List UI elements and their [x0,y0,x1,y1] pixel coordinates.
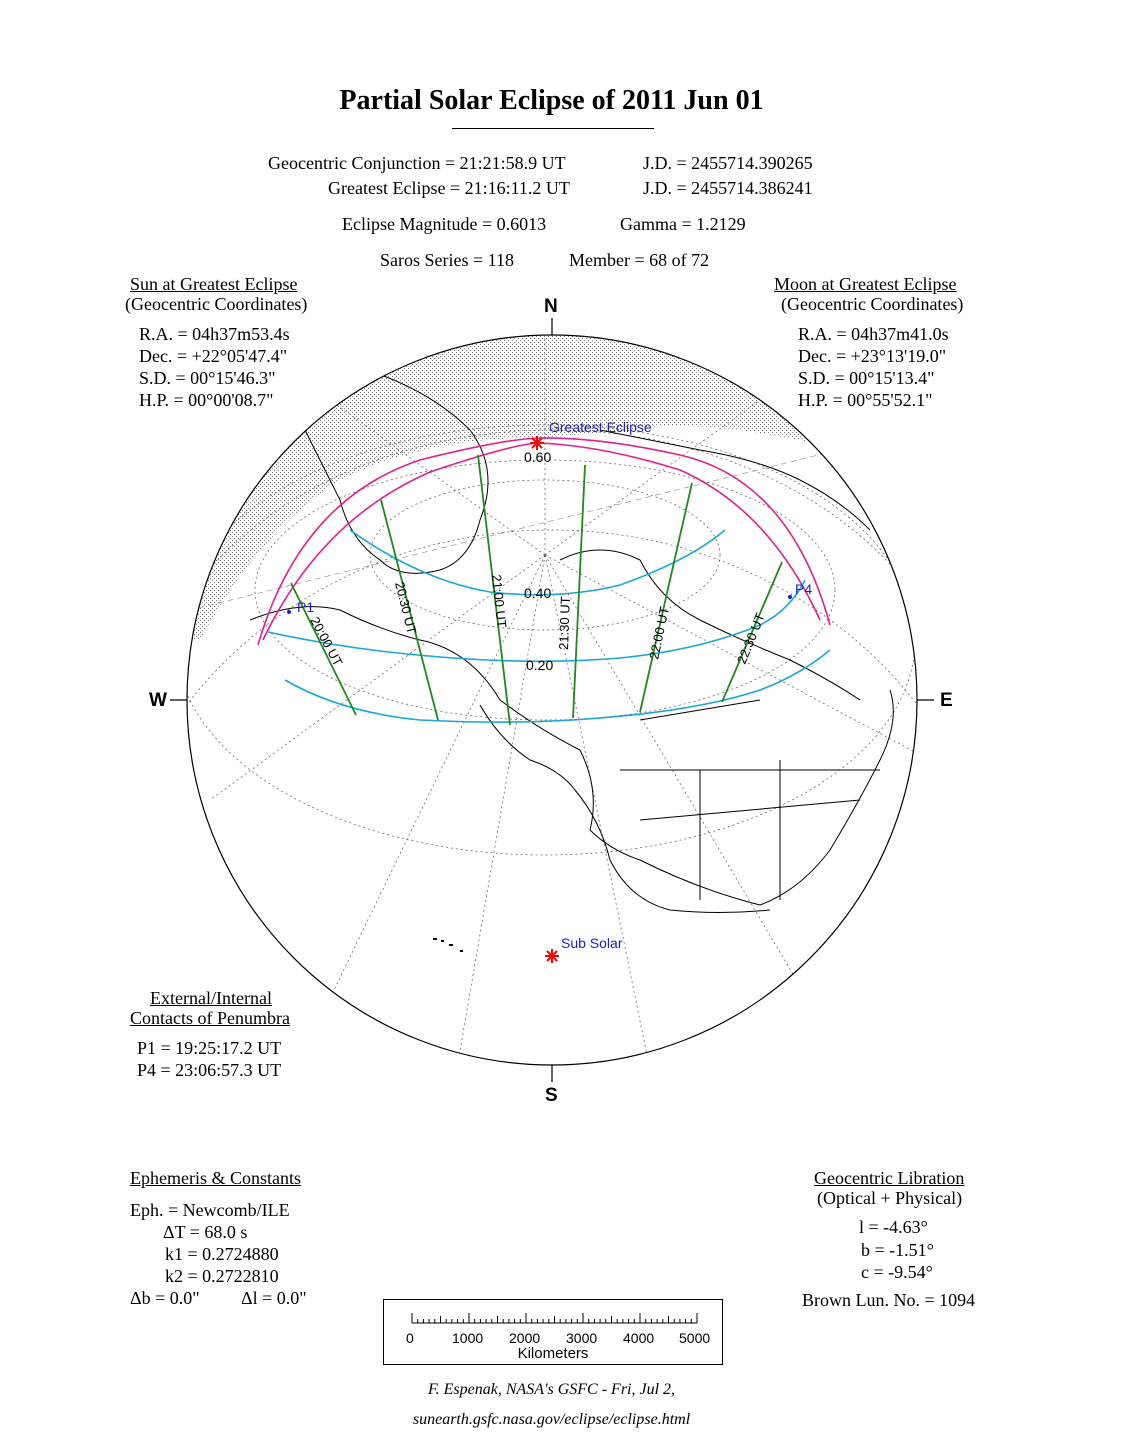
scale-tick-5000: 5000 [679,1330,711,1346]
magnitude-curves [268,530,830,722]
magnitude-020-label: 0.20 [526,657,554,673]
compass-north: N [544,296,558,317]
contact-p1: P1 = 19:25:17.2 UT [137,1038,282,1058]
contact-p4: P4 = 23:06:57.3 UT [137,1060,282,1080]
p4-point [788,595,792,599]
ephemeris-k1: k1 = 0.2724880 [165,1244,279,1264]
conjunction-time: Geocentric Conjunction = 21:21:58.9 UT [268,153,566,173]
sun-heading: Sun at Greatest Eclipse [130,274,298,294]
libration-l: l = -4.63° [859,1217,928,1237]
p1-label: P1 [297,599,315,615]
ephemeris-eph: Eph. = Newcomb/ILE [130,1200,290,1220]
sun-ra: R.A. = 04h37m53.4s [139,324,290,344]
ephemeris-delta-t: ΔT = 68.0 s [163,1222,248,1242]
subsolar-marker [545,949,559,963]
compass-south: S [545,1085,558,1106]
moon-sd: S.D. = 00°15'13.4" [798,368,935,388]
libration-heading: Geocentric Libration [814,1168,965,1188]
contacts-heading-2: Contacts of Penumbra [130,1008,290,1028]
magnitude-060-label: 0.60 [524,449,552,465]
scale-unit: Kilometers [517,1345,589,1362]
ephemeris-heading: Ephemeris & Constants [130,1168,301,1188]
time-label-2030: 20:30 UT [392,580,420,636]
saros-member: Member = 68 of 72 [569,250,710,270]
night-region [150,330,960,640]
ephemeris-k2: k2 = 0.2722810 [165,1266,279,1286]
credit-author: F. Espenak, NASA's GSFC - Fri, Jul 2, [427,1381,676,1398]
saros-series: Saros Series = 118 [380,250,514,270]
ephemeris-delta-b: Δb = 0.0" [130,1288,200,1308]
time-label-2200: 22:00 UT [646,605,673,661]
sun-dec: Dec. = +22°05'47.4" [139,346,288,366]
ephemeris-delta-l: Δl = 0.0" [241,1288,307,1308]
sun-hp: H.P. = 00°00'08.7" [139,390,274,410]
moon-hp: H.P. = 00°55'52.1" [798,390,933,410]
greatest-time: Greatest Eclipse = 21:16:11.2 UT [328,178,570,198]
compass-west: W [149,690,167,711]
scale-tick-1000: 1000 [452,1330,484,1346]
time-label-2230: 22:30 UT [733,610,768,667]
sun-subheading: (Geocentric Coordinates) [125,294,308,314]
libration-c: c = -9.54° [861,1262,933,1282]
time-label-2100: 21:00 UT [489,573,510,629]
eclipse-magnitude: Eclipse Magnitude = 0.6013 [342,214,547,234]
scale-tick-0: 0 [406,1330,414,1346]
scale-tick-4000: 4000 [623,1330,655,1346]
time-label-2000: 20:00 UT [307,614,346,669]
subsolar-label: Sub Solar [561,935,623,951]
gamma: Gamma = 1.2129 [620,214,746,234]
contacts-heading-1: External/Internal [150,988,272,1008]
scale-tick-3000: 3000 [566,1330,598,1346]
greatest-jd: J.D. = 2455714.386241 [643,178,813,198]
moon-subheading: (Geocentric Coordinates) [781,294,964,314]
moon-dec: Dec. = +23°13'19.0" [798,346,947,366]
compass-east: E [940,690,953,711]
greatest-eclipse-label: Greatest Eclipse [549,419,652,435]
p4-label: P4 [795,581,813,597]
page-title: Partial Solar Eclipse of 2011 Jun 01 [339,85,764,116]
moon-ra: R.A. = 04h37m41.0s [798,324,949,344]
p1-point [287,610,291,614]
brown-lunation-number: Brown Lun. No. = 1094 [802,1290,976,1310]
moon-heading: Moon at Greatest Eclipse [774,274,957,294]
libration-subheading: (Optical + Physical) [817,1188,963,1208]
conjunction-jd: J.D. = 2455714.390265 [643,153,813,173]
magnitude-040-label: 0.40 [524,585,552,601]
greatest-eclipse-marker [530,436,544,450]
scale-bar [383,1299,723,1365]
scale-tick-2000: 2000 [509,1330,541,1346]
time-label-2130: 21:30 UT [556,596,573,651]
libration-b: b = -1.51° [861,1240,934,1260]
sun-sd: S.D. = 00°15'46.3" [139,368,276,388]
credit-url: sunearth.gsfc.nasa.gov/eclipse/eclipse.html [412,1411,691,1428]
islands [433,938,463,952]
